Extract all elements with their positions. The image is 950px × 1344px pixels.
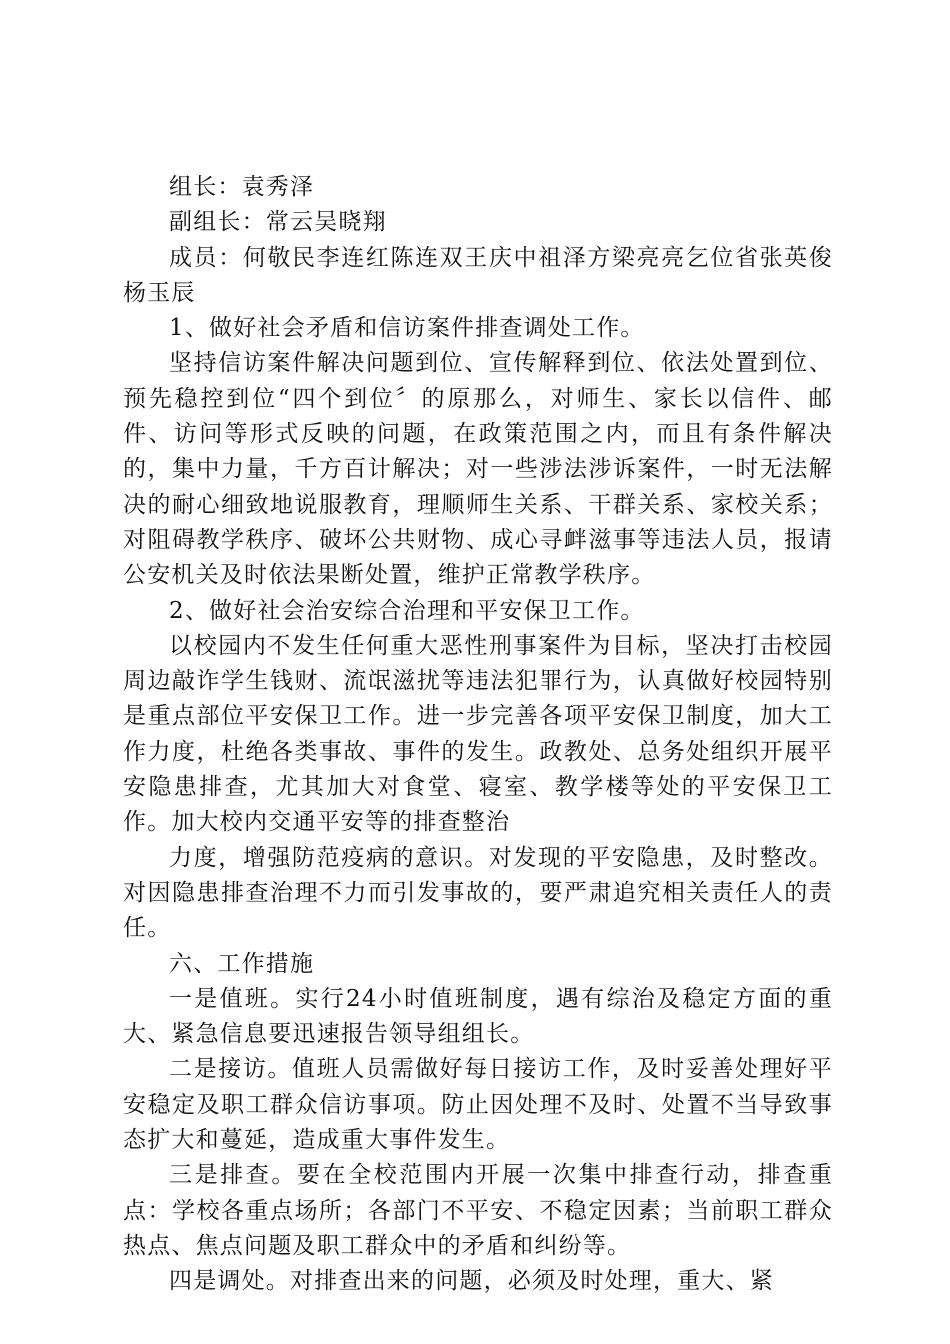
paragraph-measure-visits: 二是接访。值班人员需做好每日接访工作，及时妥善处理好平安稳定及职工群众信访事项。防止因处理不及时、处置不当导致事态扩大和蔓延，造成重大事件发生。	[123, 1056, 833, 1154]
paragraph-section-6-heading: 六、工作措施	[169, 950, 315, 977]
paragraph-members: 成员：何敬民李连红陈连双王庆中祖泽方梁亮亮乞位省张英俊杨玉辰	[123, 244, 833, 306]
paragraph-security-work: 以校园内不发生任何重大恶性刑事案件为目标，坚决打击校园周边敲诈学生钱财、流氓滋扰等违法犯罪行为，认真做好校园特别是重点部位平安保卫工作。进一步完善各项平安保卫制度，加大工作力度，杜绝各类事故、事件的发生。政教处、总务处组织开展平安隐患排查，尤其加大对食堂、寝室、教学楼等处的平安保卫工作。加大校内交通平安等的排查整治	[123, 632, 833, 836]
paragraph-petition-work: 坚持信访案件解决问题到位、宣传解释到位、依法处置到位、预先稳控到位“四个到位〞的原那么，对师生、家长以信件、邮件、访问等形式反映的问题，在政策范围之内，而且有条件解决的，集中力量，千方百计解决；对一些涉法涉诉案件，一时无法解决的耐心细致地说服教育，理顺师生关系、干群关系、家校关系；对阻碍教学秩序、破坏公共财物、成心寻衅滋事等违法人员，报请公安机关及时依法果断处置，维护正常教学秩序。	[123, 350, 833, 589]
paragraph-measure-inspection: 三是排查。要在全校范围内开展一次集中排查行动，排查重点：学校各重点场所；各部门不平安、不稳定因素；当前职工群众热点、焦点问题及职工群众中的矛盾和纠纷等。	[123, 1162, 833, 1259]
paragraph-measure-duty: 一是值班。实行24小时值班制度，遇有综治及稳定方面的重大、紧急信息要迅速报告领导组组长。	[123, 985, 833, 1048]
paragraph-heading-2: 2、做好社会治安综合治理和平安保卫工作。	[169, 597, 645, 624]
paragraph-heading-1: 1、做好社会矛盾和信访案件排查调处工作。	[169, 315, 645, 342]
paragraph-measure-mediation: 四是调处。对排查出来的问题，必须及时处理，重大、紧	[169, 1268, 774, 1295]
paragraph-security-work-cont: 力度，增强防范疫病的意识。对发现的平安隐患，及时整改。对因隐患排查治理不力而引发事故的，要严肃追究相关责任人的责任。	[123, 844, 833, 942]
paragraph-deputy-leader: 副组长：常云吴晓翔	[169, 209, 387, 236]
paragraph-group-leader: 组长：袁秀泽	[169, 174, 315, 200]
document-body	[123, 170, 833, 1300]
